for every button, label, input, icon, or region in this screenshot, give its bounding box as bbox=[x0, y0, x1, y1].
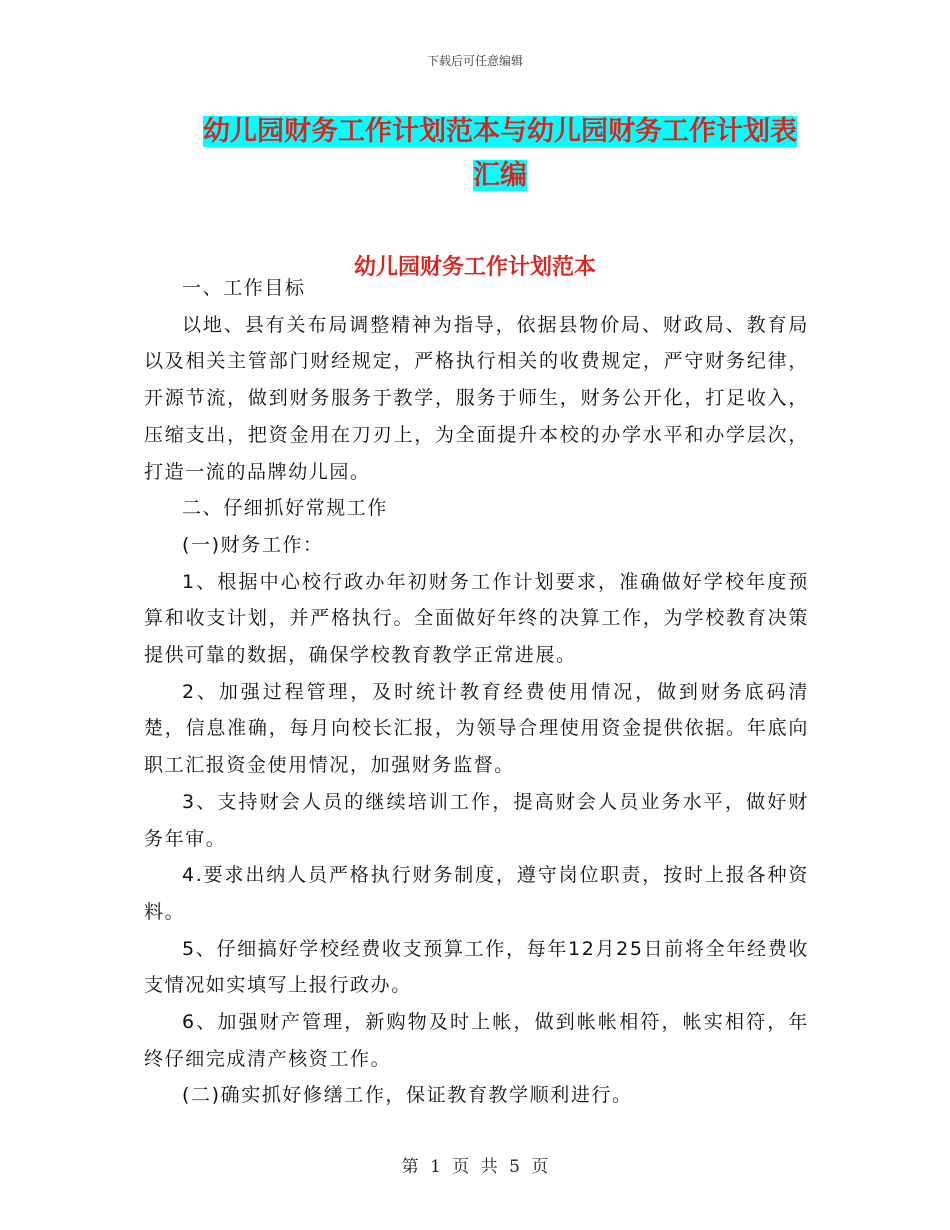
paragraph: (二)确实抓好修缮工作，保证教育教学顺利进行。 bbox=[182, 1084, 633, 1107]
document-body bbox=[144, 270, 809, 1114]
page-header-note: 下载后可任意编辑 bbox=[426, 54, 523, 68]
page-number: 第 1 页 共 5 页 bbox=[401, 1157, 549, 1177]
document-title bbox=[190, 110, 810, 198]
paragraph: 4.要求出纳人员严格执行财务制度，遵守岗位职责，按时上报各种资料。 bbox=[144, 864, 809, 923]
paragraph: 2、加强过程管理，及时统计教育经费使用情况，做到财务底码清楚，信息准确，每月向校长汇报，为领导合理使用资金提供依据。年底向职工汇报资金使用情况，加强财务监督。 bbox=[144, 680, 809, 777]
document-title-text: 幼儿园财务工作计划范本与幼儿园财务工作计划表汇编 bbox=[203, 116, 797, 191]
paragraph: 6、加强财产管理，新购物及时上帐，做到帐帐相符，帐实相符，年终仔细完成清产核资工作。 bbox=[144, 1011, 809, 1070]
paragraph: 以地、县有关布局调整精神为指导，依据县物价局、财政局、教育局以及相关主管部门财经规定，严格执行相关的收费规定，严守财务纪律，开源节流，做到财务服务于教学，服务于师生，财务公开化，打足收入，压缩支出，把资金用在刀刃上，为全面提升本校的办学水平和办学层次，打造一流的品牌幼儿园。 bbox=[144, 313, 809, 483]
paragraph: 3、支持财会人员的继续培训工作，提高财会人员业务水平，做好财务年审。 bbox=[144, 790, 809, 850]
section-title: 幼儿园财务工作计划范本 bbox=[353, 255, 596, 280]
paragraph: 一、工作目标 bbox=[182, 277, 306, 299]
paragraph: 二、仔细抓好常规工作 bbox=[182, 497, 389, 520]
paragraph: 1、根据中心校行政办年初财务工作计划要求，准确做好学校年度预算和收支计划，并严格执行。全面做好年终的决算工作，为学校教育决策提供可靠的数据，确保学校教育教学正常进展。 bbox=[144, 570, 809, 667]
paragraph: 5、仔细搞好学校经费收支预算工作，每年12月25日前将全年经费收支情况如实填写上报行政办。 bbox=[144, 937, 809, 997]
paragraph: (一)财务工作： bbox=[182, 533, 324, 556]
